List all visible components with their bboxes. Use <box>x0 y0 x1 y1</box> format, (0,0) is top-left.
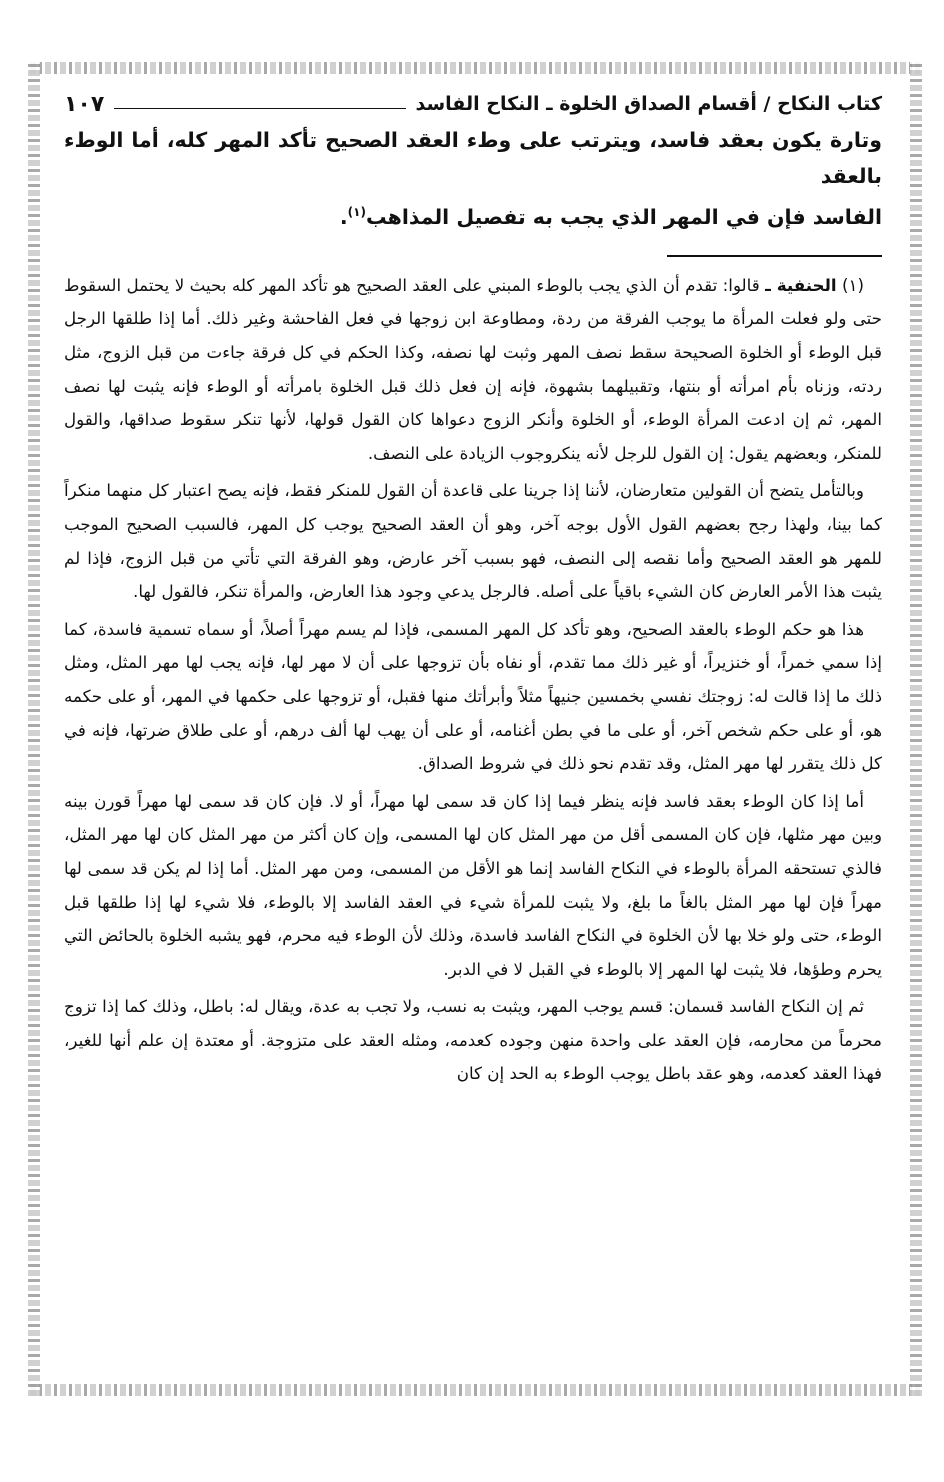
book-page <box>64 86 882 1376</box>
running-header <box>64 86 882 122</box>
main-text-end-period: . <box>339 204 348 229</box>
footnote-school-name: الحنفية ـ <box>765 274 837 295</box>
ornamental-border-right <box>910 62 922 1396</box>
running-header-title: كتاب النكاح / أقسام الصداق الخلوة ـ النكاح الفاسد <box>415 93 882 115</box>
main-text-line-1: وتارة يكون بعقد فاسد، ويترتب على وطء العقد الصحيح تأكد المهر كله، أما الوطء بالعقد <box>64 128 882 188</box>
main-text <box>64 122 882 235</box>
footnote-marker: (١) <box>842 274 865 295</box>
footnote-paragraph-3 <box>64 613 882 781</box>
footnote-paragraph-4-text: أما إذا كان الوطء بعقد فاسد فإنه ينظر فيما إذا كان قد سمى لها مهراً، أو لا. فإن كان قد سمى لها مهراً قورن بينه وبين مهر مثلها، فإن كان المسمى أقل من مهر المثل كان لها المسمى، وإن كان أكثر من مهر المثل كان لها مهر المثل، فالذي تستحقه المرأة بالوطء في النكاح الفاسد إنما هو الأقل من المسمى، ومن مهر المثل. أما إذا لم يكن قد سمى لها مهراً فإن لها مهر المثل بالغاً ما بلغ، ولا يثبت للمرأة شيء في العقد الفاسد إلا بالوطء، فلا شيء لها إذا طلقها قبل الوطء، حتى ولو خلا بها لأن الخلوة في النكاح الفاسد فاسدة، وذلك لأن الوطء فيه محرم، فهو يشبه الخلوة بالحائض التي يحرم وطؤها، فلا يثبت لها المهر إلا بالوطء في القبل لا في الدبر. <box>64 790 882 979</box>
footnote-paragraph-2-text: وبالتأمل يتضح أن القولين متعارضان، لأننا إذا جرينا على قاعدة أن القول للمنكر فقط، فإنه يصح اعتبار كل منهما منكراً كما بينا، ولهذا رجح بعضهم القول الأول بوجه آخر، وهو أن العقد الصحيح يوجب كل المهر، فالسبب الصحيح الموجب للمهر هو العقد الصحيح وأما نقصه إلى النصف، فهو بسبب آخر عارض، وهو الفرقة التي تأتي من قبل الزوج، فإذا لم يثبت هذا الأمر العارض كان الشيء باقياً على أصله. فالرجل يدعي وجود هذا العارض، والمرأة تنكر، فالقول لها. <box>64 480 882 602</box>
header-rule <box>114 108 405 109</box>
ornamental-border-top <box>30 62 920 74</box>
ornamental-border-left <box>28 62 40 1396</box>
main-text-line-2: الفاسد فإن في المهر الذي يجب به تفصيل المذاهب <box>365 204 882 229</box>
footnote-reference: (١) <box>347 205 366 219</box>
footnote-paragraph-1 <box>64 269 882 471</box>
ornamental-border-bottom <box>30 1384 920 1396</box>
footnote-paragraph-4 <box>64 785 882 987</box>
footnote-paragraph-5-text: ثم إن النكاح الفاسد قسمان: قسم يوجب المهر، ويثبت به نسب، ولا تجب به عدة، ويقال له: باطل، وذلك كما إذا تزوج محرماً من محارمه، فإن العقد على واحدة منهن وجوده كعدمه، ومثله العقد على متزوجة. أو معتدة إن علم أنها للغير، فهذا العقد كعدمه، وهو عقد باطل يوجب الوطء به الحد إن كان <box>64 996 882 1084</box>
footnote-paragraph-1-text: قالوا: تقدم أن الذي يجب بالوطء المبني على العقد الصحيح هو تأكد المهر كله بحيث لا يحتمل السقوط حتى ولو فعلت المرأة ما يوجب الفرقة من ردة، ومطاوعة ابن زوجها في فعل الفاحشة وغير ذلك. أما إذا طلقها الرجل قبل الوطء أو الخلوة الصحيحة سقط نصف المهر وثبت لها نصفه، وكذا الحكم في كل فرقة جاءت من قبل الزوج، مثل ردته، وزناه بأم امرأته أو بنتها، وتقبيلهما بشهوة، فإنه إن فعل ذلك قبل الخلوة بامرأته أو الوطء فإنه يثبت لها نصف المهر، ثم إن ادعت المرأة الوطء، أو الخلوة وأنكر الزوج دعواها كان القول قولها، لأنها تنكر سقوط صداقها، والقول للمنكر، وبعضهم يقول: إن القول للرجل لأنه ينكروجوب الزيادة على النصف. <box>64 274 882 463</box>
footnote-paragraph-3-text: هذا هو حكم الوطء بالعقد الصحيح، وهو تأكد كل المهر المسمى، فإذا لم يسم مهراً أصلاً، أو سماه تسمية فاسدة، كما إذا سمي خمراً، أو خنزيراً، أو غير ذلك مما تقدم، أو نفاه بأن تزوجها على أن لا مهر لها، فإنه يجب لها مهر المثل، ومثل ذلك ما إذا قالت له: زوجتك نفسي بخمسين جنيهاً مثلاً وأبرأتك منها فقبل، أو تزوجها على حكمها في المهر، أو على حكمه هو، أو على حكم شخص آخر، أو على ما في بطن أغنامه، أو على أن يهب لها ألف درهم، أو على طلاق ضرتها، فإنه في كل ذلك يتقرر لها مهر المثل، وقد تقدم نحو ذلك في شروط الصداق. <box>64 618 882 774</box>
page-number: ١٠٧ <box>64 91 105 117</box>
footnote-paragraph-2 <box>64 474 882 608</box>
footnote-separator <box>667 255 882 257</box>
footnote-paragraph-5 <box>64 990 882 1091</box>
